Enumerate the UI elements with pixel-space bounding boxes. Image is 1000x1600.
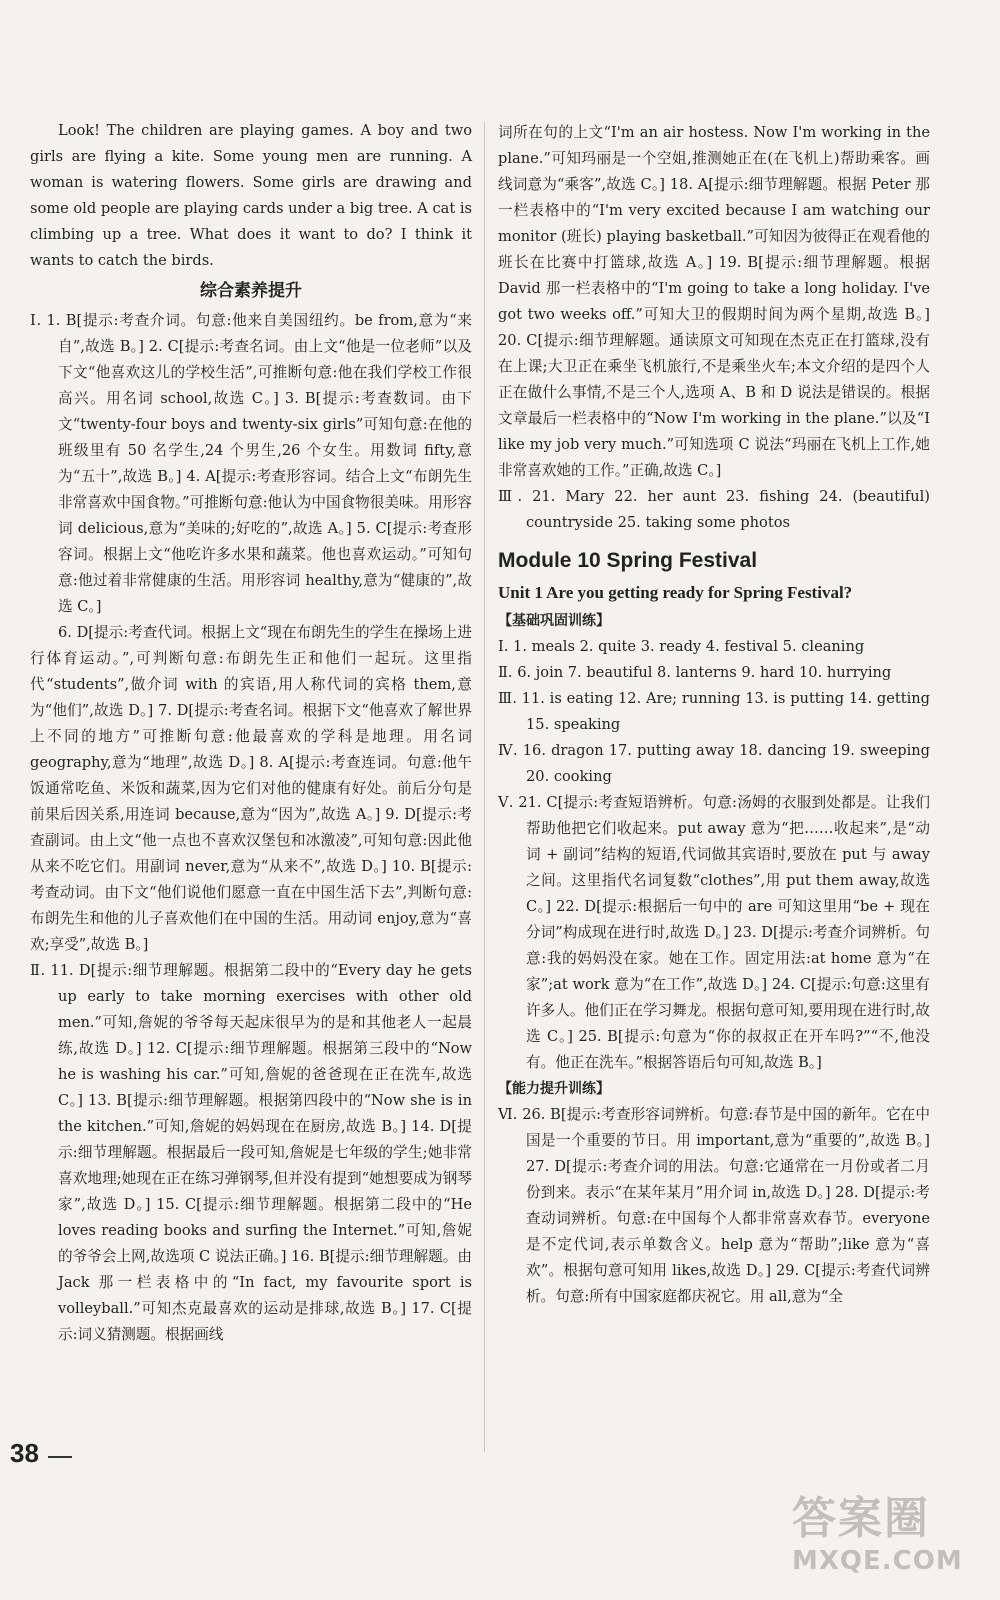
basic-part-i: Ⅰ. 1. meals 2. quite 3. ready 4. festival 5. cleaning (498, 638, 865, 655)
watermark-logo-text: 答案圈 (792, 1493, 930, 1544)
basic-training-title: 【基础巩固训练】 (498, 613, 610, 629)
answers-part-i: Ⅰ. 1. B[提示:考查介词。句意:他来自美国纽约。be from,意为“来自”,故选 B。] 2. C[提示:考查名词。由上文“他是一位老师”以及下文“他喜欢这儿的学校生活”,可推断句意:他在我们学校工作很高兴。用名词 school,故选 C。] 3. B[提示:考查数词。由下文“twenty-four boys and twenty-six girls”可知句意:在他的班级里有 50 名学生,24 个男生,26 个女生。用数词 fifty,意为“五十”,故选 B。] 4. A[提示:考查形容词。结合上文“布朗先生非常喜欢中国食物。”可推断句意:他认为中国食物很美味。用形容词 delicious,意为“美味的;好吃的”,故选 A。] 5. C[提示:考查形容词。根据上文“他吃许多水果和蔬菜。他也喜欢运动。”可知句意:他过着非常健康的生活。用形容词 healthy,意为“健康的”,故选 C。] (30, 312, 472, 615)
right-column (498, 120, 930, 1310)
left-column (30, 118, 472, 1348)
basic-part-ii: Ⅱ. 6. join 7. beautiful 8. lanterns 9. hard 10. hurrying (498, 664, 892, 681)
page-number: 38 (10, 1438, 39, 1468)
module-title: Module 10 Spring Festival (498, 549, 758, 572)
ability-training-title: 【能力提升训练】 (498, 1081, 610, 1097)
answers-part-iii: Ⅲ. 21. Mary 22. her aunt 23. fishing 24. (beautiful) countryside 25. taking some photos (498, 488, 930, 531)
answers-part-i-cont: 6. D[提示:考查代词。根据上文“现在布朗先生的学生在操场上进行体育运动。”,可判断句意:布朗先生正和他们一起玩。这里指代“students”,做介词 with 的宾语,用人称代词的宾格 them,意为“他们”,故选 D。] 7. D[提示:考查名词。根据下文“他喜欢了解世界上不同的地方”可推断句意:他最喜欢的学科是地理。用名词 geography,意为“地理”,故选 D。] 8. A[提示:考查连词。句意:他午饭通常吃鱼、米饭和蔬菜,因为它们对他的健康有好处。前后分句是前果后因关系,用连词 because,意为“因为”,故选 A。] 9. D[提示:考查副词。由上文“他一点也不喜欢汉堡包和冰激凌”,可知句意:因此他从来不吃它们。用副词 never,意为“从来不”,故选 D。] 10. B[提示:考查动词。由下文“他们说他们愿意一直在中国生活下去”,判断句意:布朗先生和他的儿子喜欢他们在中国的生活。用动词 enjoy,意为“喜欢;享受”,故选 B。] (30, 624, 472, 953)
reading-passage: Look! The children are playing games. A boy and two girls are flying a kite. Some young men are running. A woman is watering flowers. Some girls are drawing and some old people are playing cards under a big tree. A cat is climbing up a tree. What does it want to do? I think it wants to catch the birds. (30, 122, 472, 269)
answers-part-ii: Ⅱ. 11. D[提示:细节理解题。根据第二段中的“Every day he gets up early to take morning exercises with other old men.”可知,詹妮的爷爷每天起床很早为的是和其他老人一起晨练,故选 D。] 12. C[提示:细节理解题。根据第三段中的“Now he is washing his car.”可知,詹妮的爸爸现在正在洗车,故选 C。] 13. B[提示:细节理解题。根据第四段中的“Now she is in the kitchen.”可知,詹妮的妈妈现在在厨房,故选 B。] 14. D[提示:细节理解题。根据最后一段可知,詹妮是七年级的学生;她非常喜欢地理;她现在正在练习弹钢琴,但并没有提到“她想要成为钢琴家”,故选 D。] 15. C[提示:细节理解题。根据第二段中的“He loves reading books and surfing the Internet.”可知,詹妮的爷爷会上网,故选项 C 说法正确。] 16. B[提示:细节理解题。由 Jack 那一栏表格中的“In fact, my favourite sport is volleyball.”可知杰克最喜欢的运动是排球,故选 B。] 17. C[提示:词义猜测题。根据画线 (30, 962, 472, 1343)
watermark-logo (792, 1492, 992, 1592)
basic-part-iii: Ⅲ. 11. is eating 12. Are; running 13. is putting 14. getting 15. speaking (498, 690, 930, 733)
ability-part-vi: Ⅵ. 26. B[提示:考查形容词辨析。句意:春节是中国的新年。它在中国是一个重要的节日。用 important,意为“重要的”,故选 B。] 27. D[提示:考查介词的用法。句意:它通常在一月份或者二月份到来。表示“在某年某月”用介词 in,故选 D。] 28. D[提示:考查动词辨析。句意:在中国每个人都非常喜欢春节。everyone 是不定代词,表示单数含义。help 意为“帮助”;like 意为“喜欢”。根据句意可知用 likes,故选 D。] 29. C[提示:考查代词辨析。句意:所有中国家庭都庆祝它。用 all,意为“全 (498, 1106, 930, 1305)
page-number-rule (48, 1456, 72, 1458)
answers-part-ii-cont: 词所在句的上文“I'm an air hostess. Now I'm working in the plane.”可知玛丽是一个空姐,推测她正在(在飞机上)帮助乘客。画线词意为“乘客”,故选 C。] 18. A[提示:细节理解题。根据 Peter 那一栏表格中的“I'm very excited because I am watching our monitor (班长) playing basketball.”可知因为彼得正在观看他的班长在比赛中打篮球,故选 A。] 19. B[提示:细节理解题。根据 David 那一栏表格中的“I'm going to take a long holiday. I've got two weeks off.”可知大卫的假期时间为两个星期,故选 B。] 20. C[提示:细节理解题。通读原文可知现在杰克正在打篮球,没有在上课;大卫正在乘坐飞机旅行,不是乘坐火车;本文介绍的是四个人正在做什么事情,不是三个人,选项 A、B 和 D 说法是错误的。根据文章最后一栏表格中的“Now I'm working in the plane.”以及“I like my job very much.”可知选项 C 说法“玛丽在飞机上工作,她非常喜欢她的工作。”正确,故选 C。] (498, 124, 930, 479)
watermark-url: MXQE.COM (792, 1546, 963, 1576)
basic-part-v: Ⅴ. 21. C[提示:考查短语辨析。句意:汤姆的衣服到处都是。让我们帮助他把它们收起来。put away 意为“把……收起来”,是“动词 + 副词”结构的短语,代词做其宾语时,要放在 put 与 away 之间。这里指代名词复数“clothes”,用 put them away,故选 C。] 22. D[提示:根据后一句中的 are 可知这里用“be + 现在分词”构成现在进行时,故选 D。] 23. D[提示:考查介词辨析。句意:我的妈妈没在家。她在工作。固定用法:at home 意为“在家”;at work 意为“在工作”,故选 D。] 24. C[提示:句意:这里有许多人。他们正在学习舞龙。根据句意可知,要用现在进行时,故选 C。] 25. B[提示:句意为“你的叔叔正在开车吗?”“不,他没有。他正在洗车。”根据答语后句可知,故选 B。] (498, 794, 930, 1071)
section-title: 综合素养提升 (200, 281, 302, 301)
column-divider (484, 122, 485, 1452)
basic-part-iv: Ⅳ. 16. dragon 17. putting away 18. dancing 19. sweeping 20. cooking (498, 742, 930, 785)
unit-title: Unit 1 Are you getting ready for Spring Festival? (498, 583, 853, 602)
